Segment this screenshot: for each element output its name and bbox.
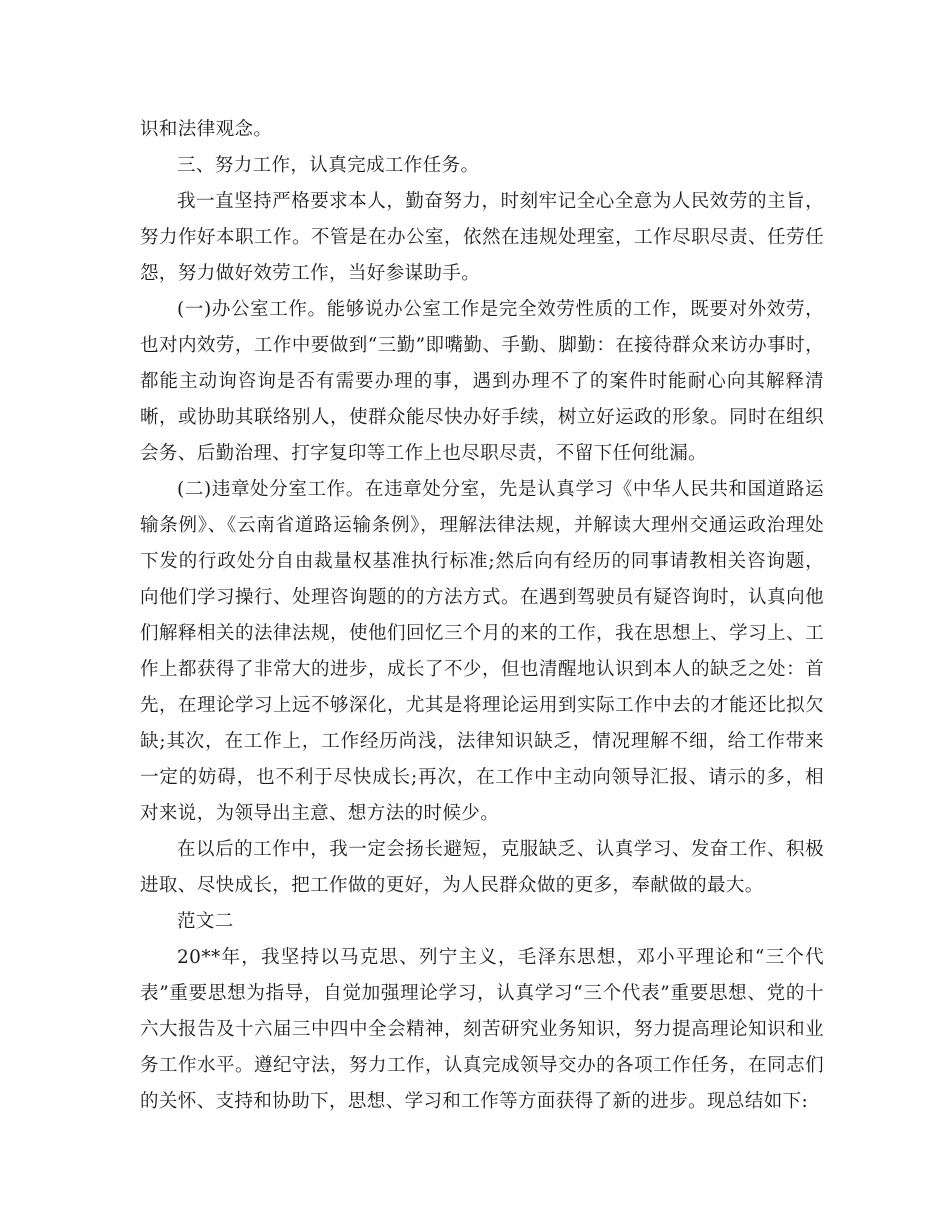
paragraph-continuation: 识和法律观念。 [140,119,273,140]
paragraph-sample-two-intro: 20**年，我坚持以马克思、列宁主义，毛泽东思想，邓小平理论和“三个代表”重要思想为指导，自觉加强理论学习，认真学习“三个代表”重要思想、党的十六大报告及十六届三中四中全会精神，刻苦研究业务知识，努力提高理论知识和业务工作水平。遵纪守法，努力工作，认真完成领导交办的各项工作任务，在同志们的关怀、支持和协助下，思想、学习和工作等方面获得了新的进步。现总结如下: [140,947,824,1112]
document-body [140,112,824,1120]
section-heading-work: 三、努力工作，认真完成工作任务。 [177,155,480,176]
paragraph-work-attitude: 我一直坚持严格要求本人，勤奋努力，时刻牢记全心全意为人民效劳的主旨，努力作好本职工作。不管是在办公室，依然在违规处理室，工作尽职尽责、任劳任怨，努力做好效劳工作，当好参谋助手。 [140,191,824,284]
paragraph-violation-office: (二)违章处分室工作。在违章处分室，先是认真学习《中华人民共和国道路运输条例》、《云南省道路运输条例》，理解法律法规，并解读大理州交通运政治理处下发的行政处分自由裁量权基准执行标准;然后向有经历的同事请教相关咨询题，向他们学习操行、处理咨询题的的方法方式。在遇到驾驶员有疑咨询时，认真向他们解释相关的法律法规，使他们回忆三个月的来的工作，我在思想上、学习上、工作上都获得了非常大的进步，成长了不少，但也清醒地认识到本人的缺乏之处：首先，在理论学习上远不够深化，尤其是将理论运用到实际工作中去的才能还比拟欠缺;其次，在工作上，工作经历尚浅，法律知识缺乏，情况理解不细，给工作带来一定的妨碍，也不利于尽快成长;再次，在工作中主动向领导汇报、请示的多，相对来说，为领导出主意、想方法的时候少。 [140,479,824,824]
paragraph-future-work: 在以后的工作中，我一定会扬长避短，克服缺乏、认真学习、发奋工作、积极进取、尽快成长，把工作做的更好，为人民群众做的更多，奉献做的最大。 [140,839,824,896]
paragraph-office-work: (一)办公室工作。能够说办公室工作是完全效劳性质的工作，既要对外效劳，也对内效劳，工作中要做到“三勤”即嘴勤、手勤、脚勤：在接待群众来访办事时，都能主动询咨询是否有需要办理的事，遇到办理不了的案件时能耐心向其解释清晰，或协助其联络别人，使群众能尽快办好手续，树立好运政的形象。同时在组织会务、后勤治理、打字复印等工作上也尽职尽责，不留下任何纰漏。 [140,299,824,464]
sample-two-heading: 范文二 [177,911,234,932]
